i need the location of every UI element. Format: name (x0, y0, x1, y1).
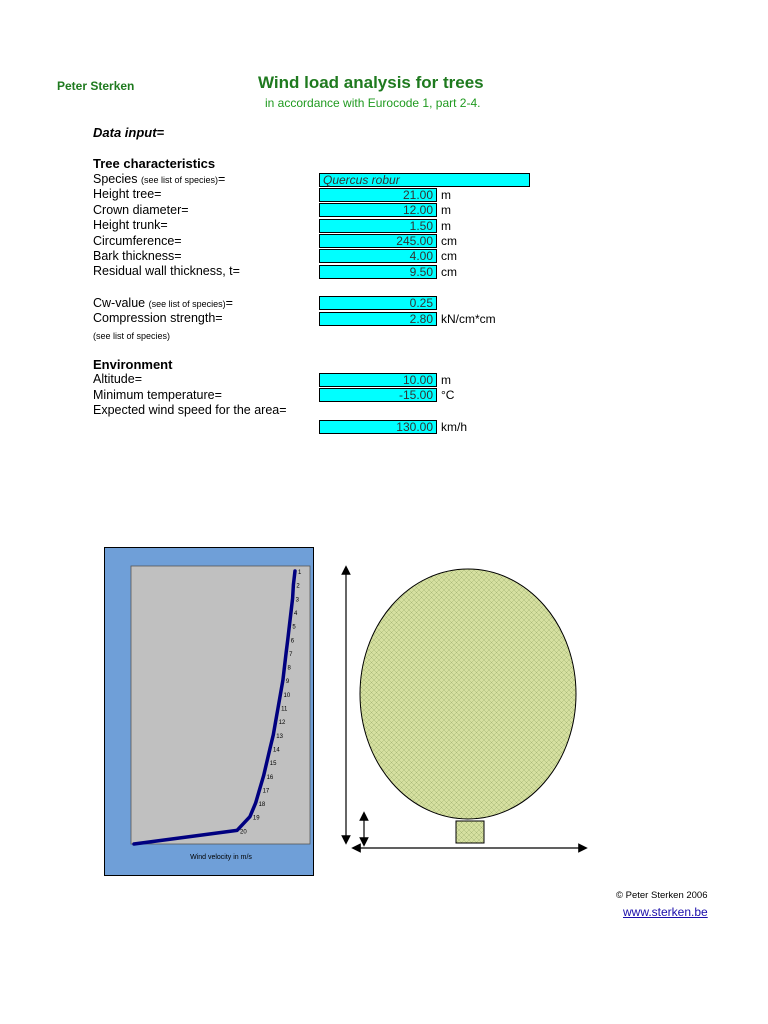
height-tree-unit: m (441, 188, 451, 202)
wall-thickness-input[interactable]: 9.50 (319, 265, 437, 279)
min-temperature-unit: °C (441, 388, 455, 402)
author-name: Peter Sterken (57, 79, 135, 93)
compression-strength-input[interactable]: 2.80 (319, 312, 437, 326)
bark-thickness-label: Bark thickness= (93, 249, 182, 263)
tree-diagram (334, 560, 590, 856)
chart-point-label: 17 (262, 788, 270, 795)
chart-point-label: 4 (294, 611, 298, 617)
wall-thickness-label: Residual wall thickness, t= (93, 264, 240, 278)
page-title: Wind load analysis for trees (258, 73, 484, 92)
species-input[interactable]: Quercus robur (319, 173, 530, 187)
cw-value-input[interactable]: 0.25 (319, 296, 437, 310)
crown-diameter-label: Crown diameter= (93, 203, 189, 217)
chart-point-label: 6 (290, 638, 295, 645)
tree-trunk (456, 821, 484, 843)
chart-plot-area (131, 566, 310, 844)
circumference-label: Circumference= (93, 234, 182, 248)
min-temperature-label: Minimum temperature= (93, 388, 222, 402)
height-tree-input[interactable]: 21.00 (319, 188, 437, 202)
wind-speed-unit: km/h (441, 420, 468, 434)
chart-point-label: 11 (281, 706, 288, 713)
height-trunk-label: Height trunk= (93, 218, 168, 232)
cw-value-label: Cw-value (see list of species)= (93, 296, 233, 310)
height-trunk-input[interactable]: 1.50 (319, 219, 437, 233)
data-input-heading: Data input= (93, 125, 165, 140)
chart-point-label: 3 (295, 597, 299, 604)
chart-point-label: 8 (287, 665, 291, 672)
tree-crown (360, 569, 576, 819)
compression-strength-unit: kN/cm*cm (441, 312, 496, 326)
altitude-input[interactable]: 10.00 (319, 373, 437, 387)
min-temperature-input[interactable]: -15.00 (319, 388, 437, 402)
environment-heading: Environment (93, 357, 173, 372)
chart-point-label: 12 (278, 720, 286, 727)
chart-point-label: 16 (266, 774, 274, 781)
height-tree-label: Height tree= (93, 187, 162, 201)
copyright-text: © Peter Sterken 2006 (616, 890, 708, 901)
wind-profile-chart (104, 547, 314, 876)
altitude-unit: m (441, 373, 451, 387)
chart-point-label: 9 (285, 679, 290, 686)
height-trunk-unit: m (441, 219, 451, 233)
page-subtitle: in accordance with Eurocode 1, part 2-4. (265, 96, 481, 110)
website-link[interactable]: www.sterken.be (623, 905, 708, 919)
wind-speed-label: Expected wind speed for the area= (93, 403, 287, 417)
chart-point-label: 5 (292, 624, 296, 631)
compression-strength-label: Compression strength= (93, 311, 223, 325)
chart-point-label: 14 (273, 747, 280, 754)
chart-point-label: 19 (252, 815, 260, 822)
chart-point-label: 10 (283, 692, 291, 699)
chart-point-label: 18 (258, 802, 266, 809)
chart-point-label: 15 (269, 761, 277, 768)
crown-diameter-input[interactable]: 12.00 (319, 203, 437, 217)
wall-thickness-unit: cm (441, 265, 457, 279)
chart-x-axis-label: Wind velocity in m/s (190, 854, 252, 861)
bark-thickness-input[interactable]: 4.00 (319, 249, 437, 263)
crown-diameter-unit: m (441, 203, 451, 217)
tree-characteristics-heading: Tree characteristics (93, 156, 216, 171)
chart-point-label: 20 (240, 829, 247, 836)
circumference-input[interactable]: 245.00 (319, 234, 437, 248)
chart-point-label: 13 (276, 733, 283, 740)
species-label: Species (see list of species)= (93, 172, 226, 186)
bark-thickness-unit: cm (441, 249, 457, 263)
altitude-label: Altitude= (93, 372, 142, 386)
chart-point-label: 7 (289, 651, 293, 658)
chart-point-label: 1 (298, 570, 302, 576)
circumference-unit: cm (441, 234, 457, 248)
species-list-note: (see list of species) (93, 331, 171, 341)
wind-speed-input[interactable]: 130.00 (319, 420, 437, 434)
chart-point-label: 2 (296, 583, 300, 590)
